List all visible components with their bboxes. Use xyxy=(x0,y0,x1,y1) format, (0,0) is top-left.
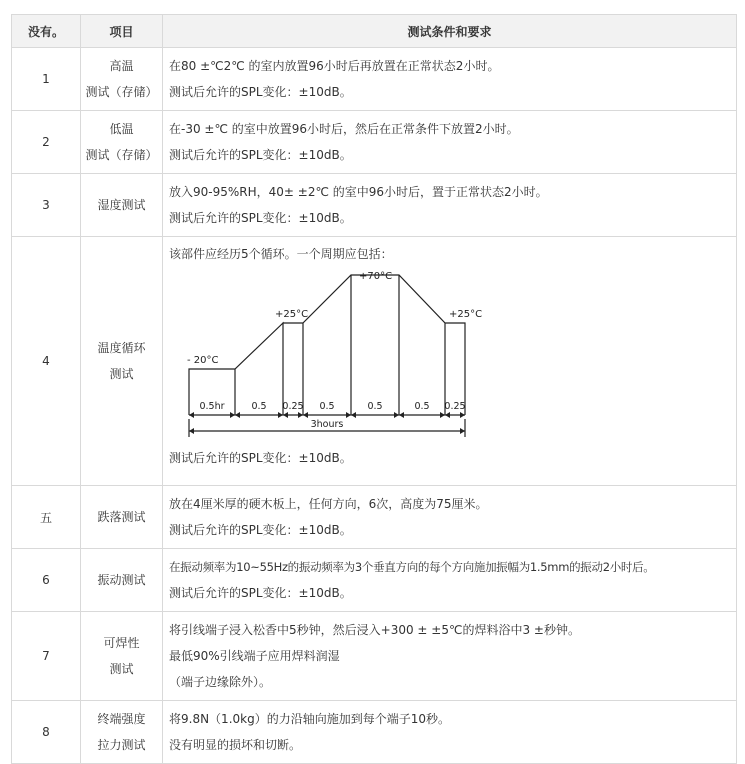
test-conditions-table xyxy=(11,14,737,764)
segment-label: 0.5 xyxy=(251,401,267,412)
header-no: 没有。 xyxy=(12,15,81,48)
item-line: 测试 xyxy=(109,367,134,381)
item-line: 湿度测试 xyxy=(97,198,146,212)
item-line: 高温 xyxy=(109,59,134,73)
segment-label: 0.5 xyxy=(367,401,383,412)
item-line: 温度循环 xyxy=(97,341,146,355)
test-item xyxy=(81,174,163,237)
test-item xyxy=(81,48,163,111)
test-condition xyxy=(163,701,737,764)
item-line: 测试 xyxy=(109,662,134,676)
table-row xyxy=(12,111,737,174)
test-condition xyxy=(163,174,737,237)
table-row xyxy=(12,174,737,237)
row-number: 3 xyxy=(12,174,81,237)
condition-line: 测试后允许的SPL变化：±10dB。 xyxy=(169,148,352,162)
temp-label-70: +70°C xyxy=(359,271,393,282)
row-number: 7 xyxy=(12,612,81,701)
test-item xyxy=(81,237,163,486)
row-number: 1 xyxy=(12,48,81,111)
condition-line: 在振动频率为10~55Hz的振动频率为3个垂直方向的每个方向施加振幅为1.5mm的振动2小时后。 xyxy=(169,560,655,574)
condition-line: 测试后允许的SPL变化：±10dB。 xyxy=(169,451,352,465)
row-number: 8 xyxy=(12,701,81,764)
item-line: 测试（存储） xyxy=(85,85,158,99)
test-condition xyxy=(163,237,737,486)
table-row xyxy=(12,701,737,764)
condition-line: 测试后允许的SPL变化：±10dB。 xyxy=(169,211,352,225)
condition-line: 将9.8N（1.0kg）的力沿轴向施加到每个端子10秒。 xyxy=(169,712,450,726)
test-condition xyxy=(163,48,737,111)
item-line: 终端强度 xyxy=(97,712,146,726)
row-number: 五 xyxy=(12,486,81,549)
condition-line: 将引线端子浸入松香中5秒钟，然后浸入+300 ± ±5℃的焊料浴中3 ±秒钟。 xyxy=(169,623,580,637)
test-condition xyxy=(163,486,737,549)
temp-label-25b: +25°C xyxy=(449,309,483,320)
item-line: 拉力测试 xyxy=(97,738,146,752)
segment-label: 0.25 xyxy=(282,401,304,412)
item-line: 低温 xyxy=(109,122,134,136)
header-conditions: 测试条件和要求 xyxy=(163,15,737,48)
test-condition xyxy=(163,111,737,174)
condition-line: 测试后允许的SPL变化：±10dB。 xyxy=(169,586,352,600)
table-row xyxy=(12,549,737,612)
row-number: 6 xyxy=(12,549,81,612)
condition-line: 在-30 ±℃ 的室中放置96小时后，然后在正常条件下放置2小时。 xyxy=(169,122,519,136)
header-item: 项目 xyxy=(81,15,163,48)
segment-label: 0.5 xyxy=(414,401,430,412)
item-line: 测试（存储） xyxy=(85,148,158,162)
total-duration-label: 3hours xyxy=(310,419,344,430)
table-row xyxy=(12,612,737,701)
condition-line: （端子边缘除外）。 xyxy=(169,675,272,689)
temp-label-25a: +25°C xyxy=(275,309,309,320)
temperature-cycle-diagram xyxy=(183,267,483,445)
test-item xyxy=(81,549,163,612)
test-item xyxy=(81,486,163,549)
table-row xyxy=(12,486,737,549)
condition-line: 没有明显的损坏和切断。 xyxy=(169,738,302,752)
row-number: 2 xyxy=(12,111,81,174)
condition-line: 该部件应经历5个循环。一个周期应包括： xyxy=(169,247,393,261)
condition-line: 放入90-95%RH，40± ±2℃ 的室中96小时后，置于正常状态2小时。 xyxy=(169,185,548,199)
test-condition xyxy=(163,549,737,612)
row-number: 4 xyxy=(12,237,81,486)
item-line: 振动测试 xyxy=(97,573,146,587)
condition-line: 测试后允许的SPL变化：±10dB。 xyxy=(169,523,352,537)
temp-label-low: - 20°C xyxy=(187,355,219,366)
test-item xyxy=(81,612,163,701)
segment-label: 0.25 xyxy=(444,401,466,412)
table-row xyxy=(12,237,737,486)
condition-line: 放在4厘米厚的硬木板上，任何方向，6次，高度为75厘米。 xyxy=(169,497,488,511)
condition-line: 测试后允许的SPL变化：±10dB。 xyxy=(169,85,352,99)
test-condition xyxy=(163,612,737,701)
condition-line: 最低90%引线端子应用焊料润湿 xyxy=(169,649,340,663)
table-row xyxy=(12,48,737,111)
item-line: 跌落测试 xyxy=(97,510,146,524)
segment-label: 0.5hr xyxy=(199,401,225,412)
table-header-row xyxy=(12,15,737,48)
condition-line: 在80 ±℃2℃ 的室内放置96小时后再放置在正常状态2小时。 xyxy=(169,59,500,73)
item-line: 可焊性 xyxy=(103,636,140,650)
segment-label: 0.5 xyxy=(319,401,335,412)
test-item xyxy=(81,701,163,764)
temperature-profile xyxy=(189,275,465,415)
test-item xyxy=(81,111,163,174)
